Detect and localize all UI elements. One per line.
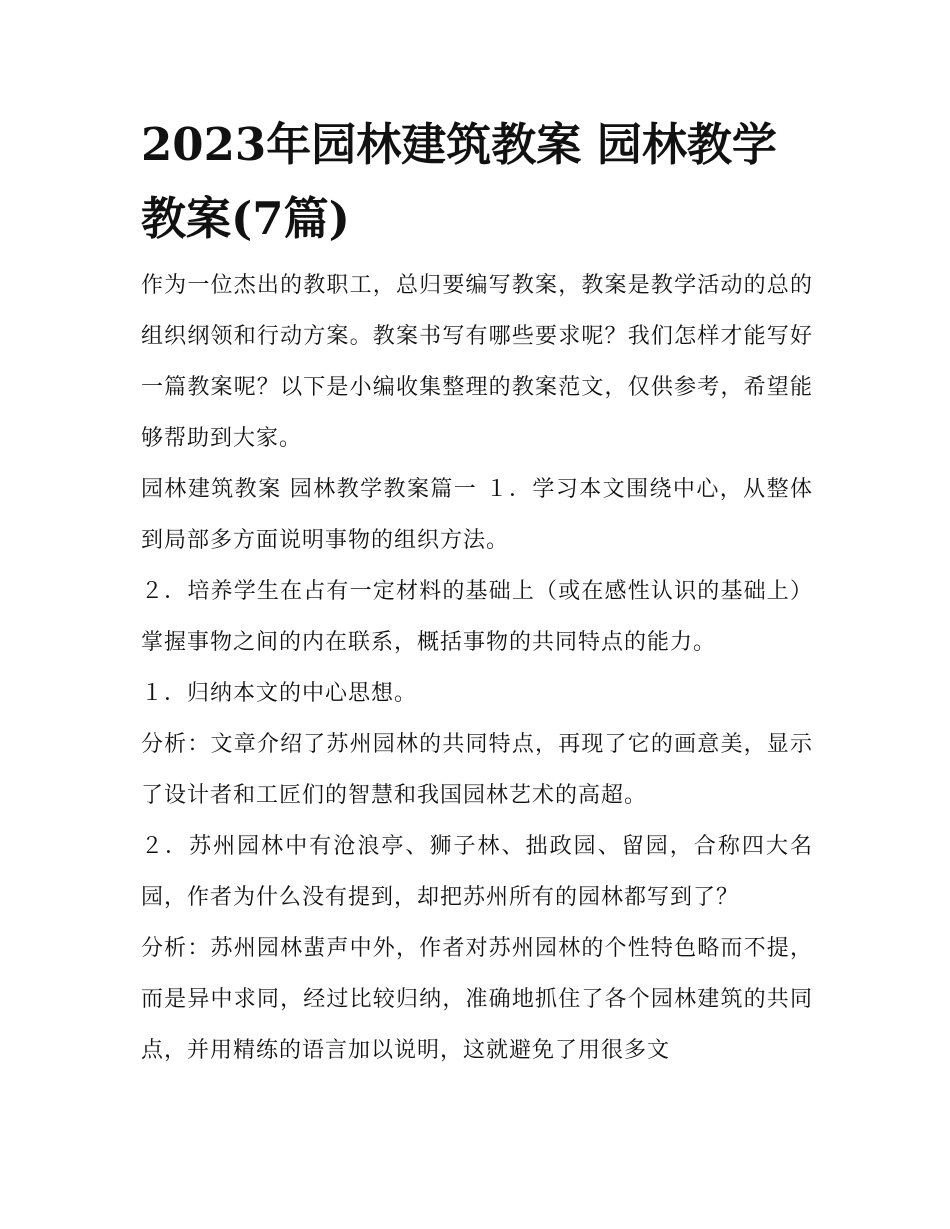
analysis-2-paragraph: 分析：苏州园林蜚声中外，作者对苏州园林的个性特色略而不提，而是异中求同，经过比较归纳，准确地抓住了各个园林建筑的共同点，并用精练的语言加以说明，这就避免了用很多文 (141, 936, 813, 1063)
document-title: 2023年园林建筑教案 园林教学教案(7篇) (141, 118, 777, 245)
intro-paragraph: 作为一位杰出的教职工，总归要编写教案，教案是教学活动的总的组织纲领和行动方案。教案书写有哪些要求呢？我们怎样才能写好一篇教案呢？以下是小编收集整理的教案范文，仅供参考，希望能够帮助到大家。 (141, 273, 813, 451)
question-2-paragraph: ２．苏州园林中有沧浪亭、狮子林、拙政园、留园，合称四大名园，作者为什么没有提到，却把苏州所有的园林都写到了？ (141, 834, 813, 910)
objective-1-paragraph: 园林建筑教案 园林教学教案篇一 １．学习本文围绕中心，从整体到局部多方面说明事物的组织方法。 (141, 477, 813, 553)
objective-2-paragraph: ２．培养学生在占有一定材料的基础上（或在感性认识的基础上）掌握事物之间的内在联系，概括事物的共同特点的能力。 (141, 579, 813, 655)
analysis-1-paragraph: 分析：文章介绍了苏州园林的共同特点，再现了它的画意美，显示了设计者和工匠们的智慧和我国园林艺术的高超。 (141, 732, 813, 808)
question-1-paragraph: １．归纳本文的中心思想。 (141, 681, 418, 706)
document-page (141, 108, 813, 1076)
